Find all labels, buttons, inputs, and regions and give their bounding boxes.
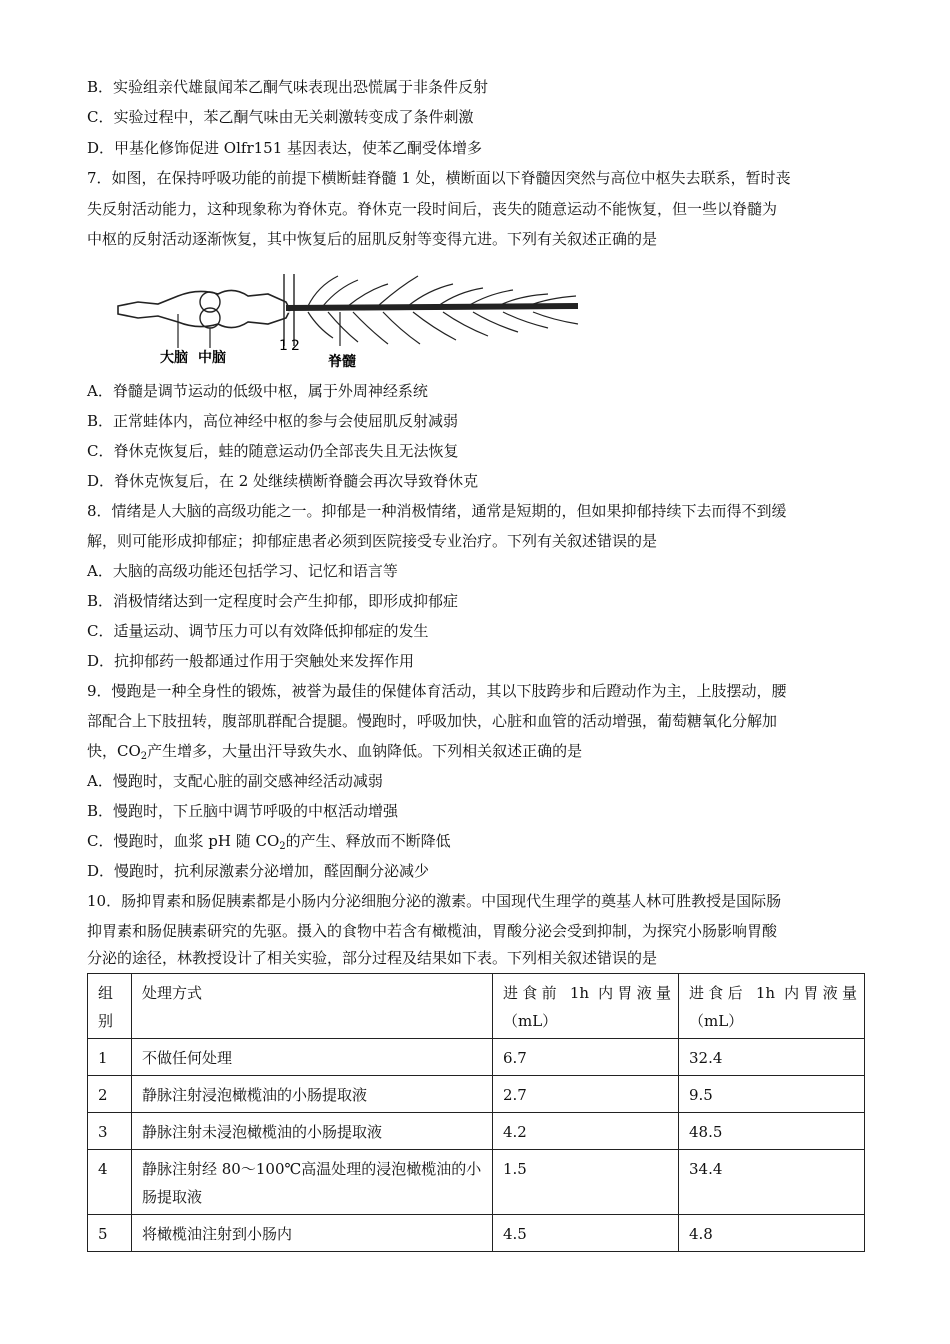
q8-stem-line2: 解，则可能形成抑郁症；抑郁症患者必须到医院接受专业治疗。下列有关叙述错误的是 <box>87 532 658 550</box>
midbrain-lobe-lower <box>200 308 220 328</box>
midbrain-lobe-upper <box>200 292 220 312</box>
q9-line3-post: 产生增多，大量出汗导致失水、血钠降低。下列相关叙述正确的是 <box>147 742 583 760</box>
q10-stem-line1: 10．肠抑胃素和肠促胰素都是小肠内分泌细胞分泌的激素。中国现代生理学的奠基人林可胜教授是国际肠 <box>87 892 782 910</box>
brain-outline <box>118 290 290 327</box>
cell-group: 2 <box>88 1076 132 1113</box>
table-row <box>88 1113 865 1150</box>
prev-option-b: B．实验组亲代雄鼠闻苯乙酮气味表现出恐慌属于非条件反射 <box>87 78 489 96</box>
cell-group: 5 <box>88 1215 132 1252</box>
label-cut-2: 2 <box>291 338 300 354</box>
q7-stem-line1: 7．如图，在保持呼吸功能的前提下横断蛙脊髓 1 处，横断面以下脊髓因突然与高位中枢失去联系，暂时丧 <box>87 169 791 187</box>
q10-stem-line3: 分泌的途径，林教授设计了相关实验，部分过程及结果如下表。下列相关叙述错误的是 <box>87 949 658 967</box>
cell-treatment: 静脉注射浸泡橄榄油的小肠提取液 <box>132 1076 493 1113</box>
cell-group: 1 <box>88 1039 132 1076</box>
q8-stem-line1: 8．情绪是人大脑的高级功能之一。抑郁是一种消极情绪，通常是短期的，但如果抑郁持续下去而得不到缓 <box>87 502 787 520</box>
upper-nerves <box>308 276 576 306</box>
label-cerebrum: 大脑 <box>160 350 188 366</box>
table-header-row <box>88 974 865 1039</box>
cell-after: 4.8 <box>679 1215 865 1252</box>
prev-option-d: D．甲基化修饰促进 Olfr151 基因表达，使苯乙酮受体增多 <box>87 139 483 157</box>
q9-c-pre: C．慢跑时，血浆 pH 随 CO <box>87 832 280 850</box>
cell-treatment: 将橄榄油注射到小肠内 <box>132 1215 493 1252</box>
header-group: 组 别 <box>88 974 132 1039</box>
q9-c-sub: 2 <box>279 841 286 852</box>
label-midbrain: 中脑 <box>198 350 226 366</box>
q7-option-b: B．正常蛙体内，高位神经中枢的参与会使屈肌反射减弱 <box>87 412 459 430</box>
q9-option-d: D．慢跑时，抗利尿激素分泌增加，醛固酮分泌减少 <box>87 862 430 880</box>
q8-option-a: A．大脑的高级功能还包括学习、记忆和语言等 <box>87 562 398 580</box>
table-row <box>88 1150 865 1215</box>
q8-option-b: B．消极情绪达到一定程度时会产生抑郁，即形成抑郁症 <box>87 592 459 610</box>
q7-option-c: C．脊休克恢复后，蛙的随意运动仍全部丧失且无法恢复 <box>87 442 459 460</box>
frog-nervous-system-figure <box>108 266 588 374</box>
cell-before: 4.5 <box>493 1215 679 1252</box>
q9-option-b: B．慢跑时，下丘脑中调节呼吸的中枢活动增强 <box>87 802 399 820</box>
label-cut-1: 1 <box>279 338 288 354</box>
label-spinal-cord: 脊髓 <box>328 354 356 370</box>
q10-stem-line2: 抑胃素和肠促胰素研究的先驱。摄入的食物中若含有橄榄油，胃酸分泌会受到抑制，为探究小肠影响胃酸 <box>87 922 778 940</box>
q7-stem-line2: 失反射活动能力，这种现象称为脊休克。脊休克一段时间后，丧失的随意运动不能恢复，但一些以脊髓为 <box>87 200 778 218</box>
cell-before: 4.2 <box>493 1113 679 1150</box>
cell-before: 1.5 <box>493 1150 679 1215</box>
prev-option-c: C．实验过程中，苯乙酮气味由无关刺激转变成了条件刺激 <box>87 108 474 126</box>
cell-treatment: 静脉注射未浸泡橄榄油的小肠提取液 <box>132 1113 493 1150</box>
cell-before: 6.7 <box>493 1039 679 1076</box>
cell-before: 2.7 <box>493 1076 679 1113</box>
results-table <box>87 973 865 1252</box>
q9-c-post: 的产生、释放而不断降低 <box>285 832 451 850</box>
q9-option-a: A．慢跑时，支配心脏的副交感神经活动减弱 <box>87 772 383 790</box>
table-row <box>88 1215 865 1252</box>
cell-group: 4 <box>88 1150 132 1215</box>
header-before: 进食前 1h 内胃液量 （mL） <box>493 974 679 1039</box>
cell-treatment: 静脉注射经 80～100℃高温处理的浸泡橄榄油的小肠提取液 <box>132 1150 493 1215</box>
q9-stem-line2: 部配合上下肢扭转，腹部肌群配合提腿。慢跑时，呼吸加快，心脏和血管的活动增强，葡萄糖氧化分解加 <box>87 712 778 730</box>
cell-treatment: 不做任何处理 <box>132 1039 493 1076</box>
cell-after: 9.5 <box>679 1076 865 1113</box>
q8-option-c: C．适量运动、调节压力可以有效降低抑郁症的发生 <box>87 622 429 640</box>
header-after: 进食后 1h 内胃液量 （mL） <box>679 974 865 1039</box>
q9-option-c <box>87 831 867 851</box>
cell-after: 48.5 <box>679 1113 865 1150</box>
q9-line3-pre: 快，CO <box>87 742 141 760</box>
cell-group: 3 <box>88 1113 132 1150</box>
cell-after: 34.4 <box>679 1150 865 1215</box>
q7-stem-line3: 中枢的反射活动逐渐恢复，其中恢复后的屈肌反射等变得亢进。下列有关叙述正确的是 <box>87 230 658 248</box>
q7-option-a: A．脊髓是调节运动的低级中枢，属于外周神经系统 <box>87 382 428 400</box>
spinal-cord <box>286 306 578 308</box>
table-row <box>88 1039 865 1076</box>
q7-option-d: D．脊休克恢复后，在 2 处继续横断脊髓会再次导致脊休克 <box>87 472 479 490</box>
q9-stem-line1: 9．慢跑是一种全身性的锻炼，被誉为最佳的保健体育活动，其以下肢跨步和后蹬动作为主，上肢摆动，腰 <box>87 682 787 700</box>
table-row <box>88 1076 865 1113</box>
q8-option-d: D．抗抑郁药一般都通过作用于突触处来发挥作用 <box>87 652 415 670</box>
q9-stem-line3 <box>87 741 867 761</box>
header-treatment: 处理方式 <box>132 974 493 1039</box>
q9-line3-sub: 2 <box>140 751 148 762</box>
lower-nerves <box>308 312 578 344</box>
cell-after: 32.4 <box>679 1039 865 1076</box>
